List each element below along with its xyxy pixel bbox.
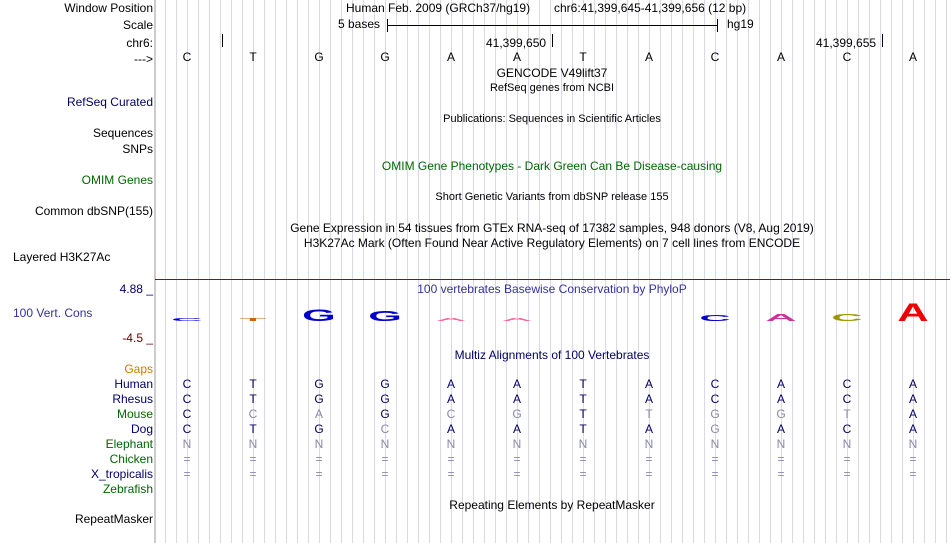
align-chicken-3: = (381, 452, 389, 466)
align-chicken-4: = (447, 452, 455, 466)
coord-tick-1 (552, 34, 553, 47)
cons-glyph-3: G (368, 307, 402, 325)
label-chr: chr6: (126, 36, 153, 50)
align-human-6: T (579, 377, 587, 391)
align-human-0: C (182, 377, 192, 391)
cons-min-label: -4.5 _ (122, 331, 153, 345)
align-mouse-0: C (182, 407, 192, 421)
align-human-4: A (446, 377, 455, 391)
label-refseq-curated[interactable]: RefSeq Curated (66, 95, 153, 109)
align-chicken-10: = (843, 452, 851, 466)
align-chicken-0: = (183, 452, 191, 466)
align-chicken-8: = (711, 452, 719, 466)
gtex-track-title[interactable]: Gene Expression in 54 tissues from GTEx RNA-seq of 17382 samples, 948 donors (V8, Aug 2019) (290, 221, 814, 235)
align-elephant-8: N (710, 437, 720, 451)
align-dog-2: G (314, 422, 324, 436)
align-elephant-3: N (380, 437, 390, 451)
align-mouse-11: A (908, 407, 917, 421)
label-gaps[interactable]: Gaps (124, 362, 153, 376)
scale-db: hg19 (727, 17, 754, 31)
repeatmasker-track-title[interactable]: Repeating Elements by RepeatMasker (449, 498, 655, 512)
align-mouse-10: T (843, 407, 851, 421)
align-chicken-9: = (777, 452, 785, 466)
align-chicken-6: = (579, 452, 587, 466)
align-elephant-7: N (644, 437, 654, 451)
align-elephant-9: N (776, 437, 786, 451)
align-dog-4: A (446, 422, 455, 436)
cons-glyph-0: C (171, 316, 203, 323)
coord-label-2: 41,399,655 (816, 36, 877, 50)
label-snps[interactable]: SNPs (122, 142, 153, 156)
base-0: C (182, 50, 192, 64)
align-rhesus-4: A (446, 392, 455, 406)
align-human-10: C (842, 377, 852, 391)
species-label-elephant[interactable]: Elephant (105, 437, 153, 451)
base-7: A (644, 50, 653, 64)
cons-max-label: 4.88 _ (119, 282, 153, 296)
align-x_tropicalis-7: = (645, 467, 653, 481)
scale-bar-right-tick (717, 19, 718, 32)
align-chicken-1: = (249, 452, 257, 466)
species-label-chicken[interactable]: Chicken (109, 452, 153, 466)
align-human-2: G (314, 377, 324, 391)
align-elephant-4: N (446, 437, 456, 451)
species-label-dog[interactable]: Dog (130, 422, 153, 436)
cons-glyph-4: A (435, 317, 467, 322)
multiz-track-title[interactable]: Multiz Alignments of 100 Vertebrates (454, 348, 650, 362)
label-strand: ---> (134, 52, 153, 66)
label-common-dbsnp[interactable]: Common dbSNP(155) (34, 204, 153, 218)
gencode-track-title[interactable]: GENCODE V49lift37 (496, 66, 608, 80)
align-chicken-11: = (909, 452, 917, 466)
phylop-track-title[interactable]: 100 vertebrates Basewise Conservation by PhyloP (417, 282, 687, 296)
cons-glyph-9: A (765, 312, 797, 324)
align-x_tropicalis-1: = (249, 467, 257, 481)
track-separator-line (155, 279, 950, 280)
align-rhesus-0: C (182, 392, 192, 406)
species-label-rhesus[interactable]: Rhesus (112, 392, 153, 406)
align-human-5: A (512, 377, 521, 391)
align-x_tropicalis-8: = (711, 467, 719, 481)
align-elephant-0: N (182, 437, 192, 451)
label-omim-genes[interactable]: OMIM Genes (81, 173, 153, 187)
align-x_tropicalis-5: = (513, 467, 521, 481)
species-label-x_tropicalis[interactable]: X_tropicalis (90, 467, 153, 481)
align-dog-0: C (182, 422, 192, 436)
publications-track-title[interactable]: Publications: Sequences in Scientific Articles (443, 113, 661, 125)
align-elephant-5: N (512, 437, 522, 451)
align-dog-7: A (644, 422, 653, 436)
align-x_tropicalis-3: = (381, 467, 389, 481)
align-x_tropicalis-10: = (843, 467, 851, 481)
align-rhesus-8: C (710, 392, 720, 406)
align-chicken-5: = (513, 452, 521, 466)
align-rhesus-5: A (512, 392, 521, 406)
align-x_tropicalis-6: = (579, 467, 587, 481)
align-x_tropicalis-11: = (909, 467, 917, 481)
species-label-human[interactable]: Human (114, 377, 153, 391)
align-elephant-2: N (314, 437, 324, 451)
align-dog-10: C (842, 422, 852, 436)
align-mouse-9: G (776, 407, 786, 421)
align-dog-5: A (512, 422, 521, 436)
align-elephant-6: N (578, 437, 588, 451)
align-x_tropicalis-9: = (777, 467, 785, 481)
cons-glyph-10: C (831, 312, 863, 324)
cons-glyph-2: G (302, 305, 336, 325)
align-elephant-1: N (248, 437, 258, 451)
refseq-track-title[interactable]: RefSeq genes from NCBI (489, 82, 615, 94)
align-mouse-7: T (645, 407, 653, 421)
base-5: A (512, 50, 521, 64)
align-dog-8: G (710, 422, 720, 436)
h3k27ac-track-title[interactable]: H3K27Ac Mark (Often Found Near Active Regulatory Elements) on 7 cell lines from ENCODE (303, 236, 801, 250)
scale-bar-left-tick (387, 19, 388, 32)
align-mouse-5: G (512, 407, 522, 421)
align-chicken-7: = (645, 452, 653, 466)
align-x_tropicalis-2: = (315, 467, 323, 481)
align-rhesus-11: A (908, 392, 917, 406)
label-layered-h3k27ac[interactable]: Layered H3K27Ac (13, 250, 111, 264)
cons-glyph-8: C (699, 313, 731, 323)
align-human-8: C (710, 377, 720, 391)
align-dog-1: T (249, 422, 257, 436)
align-human-11: A (908, 377, 917, 391)
base-3: G (380, 50, 390, 64)
base-10: C (842, 50, 852, 64)
scale-bar (387, 25, 717, 26)
scale-text: 5 bases (338, 17, 381, 31)
align-rhesus-2: G (314, 392, 324, 406)
align-rhesus-1: T (249, 392, 257, 406)
align-rhesus-10: C (842, 392, 852, 406)
label-100-vert-cons[interactable]: 100 Vert. Cons (13, 306, 93, 320)
align-mouse-8: G (710, 407, 720, 421)
cons-glyph-5: A (501, 317, 533, 322)
species-label-zebrafish[interactable]: Zebrafish (102, 482, 153, 496)
assembly-title: Human Feb. 2009 (GRCh37/hg19) (346, 1, 531, 15)
dbsnp-track-title[interactable]: Short Genetic Variants from dbSNP release 155 (435, 191, 669, 203)
align-mouse-2: A (314, 407, 323, 421)
coord-label-1: 41,399,650 (486, 36, 547, 50)
align-mouse-3: G (380, 407, 390, 421)
omim-pheno-track-title[interactable]: OMIM Gene Phenotypes - Dark Green Can Be Disease-causing (381, 159, 723, 173)
align-mouse-6: T (579, 407, 587, 421)
cons-glyph-1: T (239, 317, 267, 322)
align-mouse-4: C (446, 407, 456, 421)
align-rhesus-9: A (776, 392, 785, 406)
coord-tick-left (222, 34, 223, 47)
align-human-3: G (380, 377, 390, 391)
base-1: T (249, 50, 257, 64)
align-x_tropicalis-0: = (183, 467, 191, 481)
align-human-7: A (644, 377, 653, 391)
align-mouse-1: C (248, 407, 258, 421)
align-rhesus-6: T (579, 392, 587, 406)
label-sequences[interactable]: Sequences (92, 126, 153, 140)
align-rhesus-7: A (644, 392, 653, 406)
align-x_tropicalis-4: = (447, 467, 455, 481)
align-dog-6: T (579, 422, 587, 436)
cons-glyph-11: A (897, 299, 929, 327)
label-scale: Scale (122, 18, 153, 32)
align-dog-3: C (380, 422, 390, 436)
align-human-1: T (249, 377, 257, 391)
align-human-9: A (776, 377, 785, 391)
align-dog-9: A (776, 422, 785, 436)
coord-tick-2 (882, 34, 883, 47)
base-6: T (579, 50, 587, 64)
base-11: A (908, 50, 917, 64)
label-window-position: Window Position (64, 1, 153, 15)
align-chicken-2: = (315, 452, 323, 466)
base-4: A (446, 50, 455, 64)
base-8: C (710, 50, 720, 64)
label-repeatmasker[interactable]: RepeatMasker (74, 512, 153, 526)
window-position-text: chr6:41,399,645-41,399,656 (12 bp) (554, 1, 747, 15)
species-label-mouse[interactable]: Mouse (116, 407, 153, 421)
align-rhesus-3: G (380, 392, 390, 406)
base-2: G (314, 50, 324, 64)
align-elephant-10: N (842, 437, 852, 451)
align-dog-11: A (908, 422, 917, 436)
base-9: A (776, 50, 785, 64)
align-elephant-11: N (908, 437, 918, 451)
